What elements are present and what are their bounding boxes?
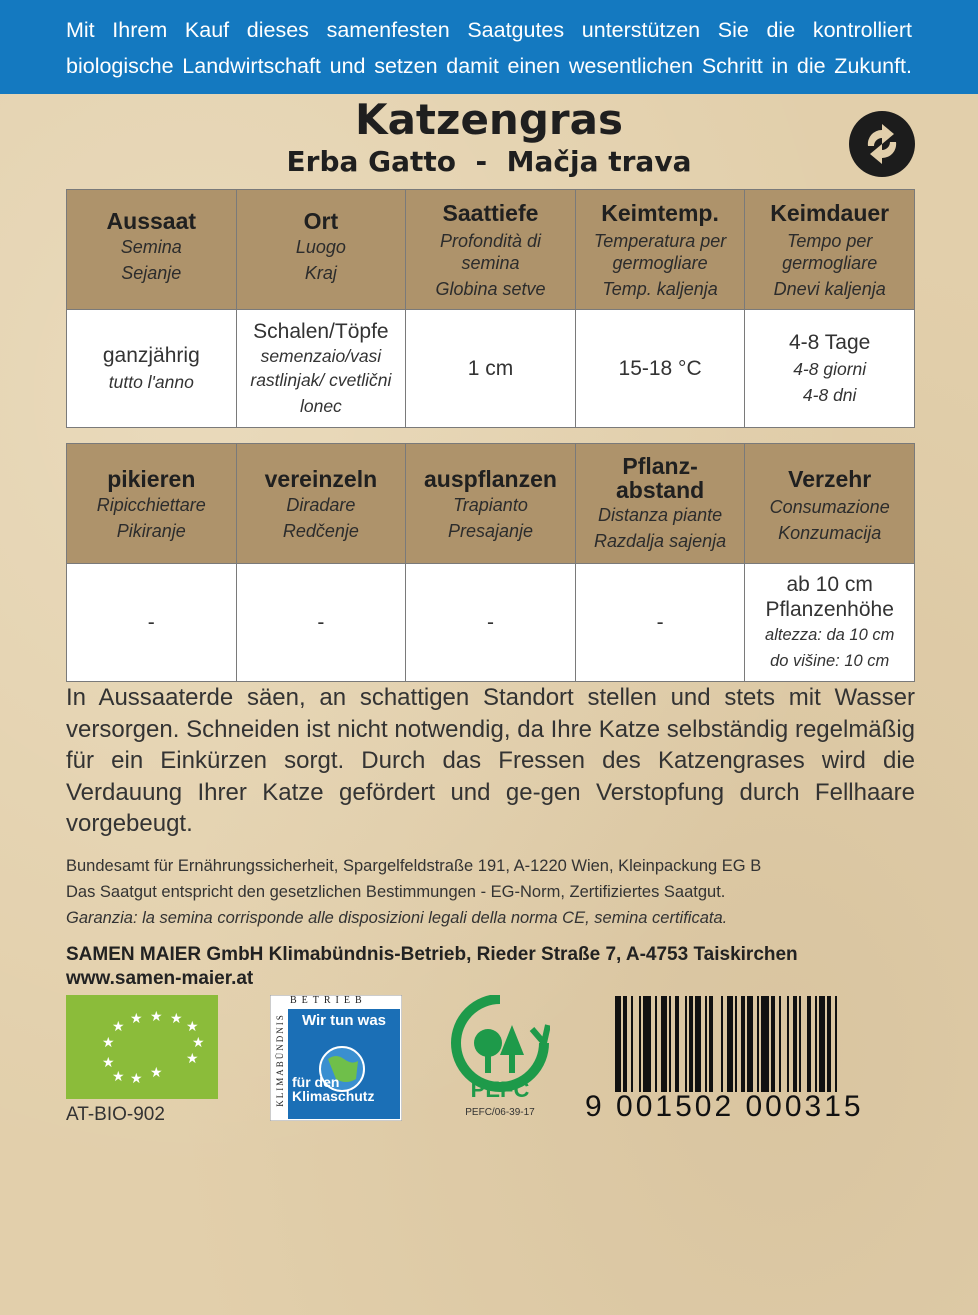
- header-sub-sl: Temp. kaljenja: [602, 279, 718, 299]
- header-cell-pikieren: [67, 444, 237, 564]
- value-main: -: [317, 610, 325, 634]
- header-sub-it: Trapianto: [453, 495, 528, 515]
- header-main: Ort: [303, 208, 339, 234]
- pefc-label: PEFC: [470, 1077, 530, 1102]
- barcode-bar: [709, 996, 713, 1092]
- header-sub-sl: Kraj: [304, 263, 337, 283]
- header-cell-keimdauer: [745, 190, 915, 310]
- barcode-bar: [639, 996, 641, 1092]
- barcode-bar: [735, 996, 737, 1092]
- header-cell-verzehr: [745, 444, 915, 564]
- svg-text:★: ★: [170, 1011, 183, 1027]
- header-sub-it: Semina: [120, 237, 182, 257]
- growing-instructions: In Aussaaterde säen, an schattigen Standort stellen und stets mit Wasser versorgen. Schneiden ist nicht notwendig, da Ihre Katze selbständig regelmäßig für ein Einkürzen sorgt. Durch das Fressen des Katzengrases wird die Verdauung Ihrer Katze gefördert und ge-gen Verstopfung durch Fellhaare vorgebeugt.: [66, 684, 915, 837]
- header-sub-sl: Sejanje: [121, 263, 182, 283]
- value-main: ganzjährig: [102, 343, 200, 367]
- barcode-bar: [669, 996, 671, 1092]
- sowing-table-value-row: [67, 310, 915, 428]
- svg-text:★: ★: [150, 1065, 163, 1081]
- value-main: -: [486, 610, 494, 634]
- header-sub-sl: Presajanje: [447, 521, 534, 541]
- company-website: www.samen-maier.at: [66, 968, 254, 989]
- value-cell-pikieren: [67, 564, 237, 682]
- header-sub-it: Distanza piante: [598, 505, 723, 525]
- title-block: [0, 96, 978, 180]
- pefc-logo: [450, 995, 550, 1125]
- sowing-table: [66, 189, 915, 428]
- header-sub-sl: Redčenje: [282, 521, 359, 541]
- value-main: 4-8 Tage: [789, 330, 871, 354]
- eu-organic-code: AT-BIO-902: [66, 1104, 165, 1125]
- svg-text:★: ★: [186, 1019, 199, 1035]
- header-cell-pflanzabstand: [575, 444, 745, 564]
- barcode-bar: [631, 996, 633, 1092]
- svg-text:★: ★: [112, 1069, 125, 1085]
- header-sub-it: Ripicchiettare: [96, 495, 206, 515]
- legal-line-authority: Bundesamt für Ernährungssicherheit, Spargelfeldstraße 191, A-1220 Wien, Kleinpackung EG B: [66, 857, 762, 875]
- value-main: -: [147, 610, 155, 634]
- barcode-bar: [615, 996, 621, 1092]
- barcode-bar: [761, 996, 769, 1092]
- svg-text:★: ★: [186, 1051, 199, 1067]
- header-sub-sl: Dnevi kaljenja: [773, 279, 886, 299]
- company-info: [66, 943, 915, 991]
- barcode-bar: [835, 996, 837, 1092]
- header-main: Saattiefe: [442, 200, 539, 226]
- product-subtitle: Erba Gatto - Mačja trava: [286, 145, 692, 178]
- barcode-digits: 9 001502 000315: [585, 1090, 864, 1123]
- green-dot-recycle-icon: [848, 110, 916, 178]
- care-table: [66, 443, 915, 682]
- header-main: Pflanz-abstand: [615, 453, 705, 503]
- header-sub-it: Consumazione: [769, 497, 890, 517]
- company-address: SAMEN MAIER GmbH Klimabündnis-Betrieb, Rieder Straße 7, A-4753 Taiskirchen: [66, 944, 798, 965]
- value-cell-saattiefe: [406, 310, 576, 428]
- barcode-bar: [757, 996, 759, 1092]
- ean-barcode: [585, 994, 915, 1124]
- value-sub-sl: 4-8 dni: [802, 384, 857, 405]
- header-sub-it: Luogo: [295, 237, 346, 257]
- header-sub-sl: Konzumacija: [778, 523, 882, 543]
- header-main: pikieren: [107, 466, 196, 492]
- value-cell-pflanzabstand: [575, 564, 745, 682]
- barcode-bar: [705, 996, 707, 1092]
- klima-slogan-2: für den Klimaschutz: [292, 1074, 375, 1104]
- svg-text:★: ★: [112, 1019, 125, 1035]
- value-cell-verzehr: [745, 564, 915, 682]
- barcode-bar: [779, 996, 781, 1092]
- barcode-bar: [655, 996, 657, 1092]
- barcode-bar: [675, 996, 679, 1092]
- header-cell-ort: [236, 190, 406, 310]
- value-sub-it: 4-8 giorni: [793, 358, 867, 379]
- value-sub-it: tutto l'anno: [108, 371, 194, 392]
- barcode-bar: [685, 996, 687, 1092]
- value-cell-ort: [236, 310, 406, 428]
- header-sub-it: Diradare: [286, 495, 356, 515]
- header-sub-it: Tempo per germogliare: [782, 231, 878, 273]
- svg-text:★: ★: [130, 1011, 143, 1027]
- header-sub-it: Profondità di semina: [439, 231, 542, 273]
- barcode-bar: [623, 996, 627, 1092]
- barcode-bar: [747, 996, 753, 1092]
- value-sub-sl: rastlinjak/ cvetlični lonec: [250, 369, 392, 416]
- svg-text:★: ★: [102, 1035, 115, 1051]
- organic-banner: [0, 0, 978, 94]
- klima-top-label: BETRIEB: [290, 995, 367, 1006]
- header-main: Keimdauer: [770, 200, 890, 226]
- header-main: Keimtemp.: [601, 200, 719, 226]
- value-main: -: [656, 610, 664, 634]
- eu-organic-leaf-logo: [66, 995, 218, 1099]
- barcode-bar: [741, 996, 745, 1092]
- value-cell-keimtemp: [575, 310, 745, 428]
- value-cell-keimdauer: [745, 310, 915, 428]
- legal-line-standard: Das Saatgut entspricht den gesetzlichen Bestimmungen - EG-Norm, Zertifiziertes Saatgut.: [66, 883, 726, 901]
- value-main: 1 cm: [467, 356, 514, 380]
- barcode-bar: [807, 996, 811, 1092]
- care-table-value-row: [67, 564, 915, 682]
- barcode-bar: [695, 996, 701, 1092]
- barcode-bar: [799, 996, 801, 1092]
- klima-side-label: KLIMABÜNDNIS: [275, 1013, 285, 1107]
- header-main: auspflanzen: [424, 466, 557, 492]
- barcode-bars-icon: [585, 994, 915, 1094]
- header-main: Verzehr: [788, 466, 872, 492]
- header-cell-saattiefe: [406, 190, 576, 310]
- svg-text:★: ★: [130, 1071, 143, 1087]
- product-title: Katzengras: [355, 95, 623, 144]
- barcode-bar: [689, 996, 693, 1092]
- value-cell-auspflanzen: [406, 564, 576, 682]
- barcode-bar: [727, 996, 733, 1092]
- header-sub-sl: Globina setve: [435, 279, 546, 299]
- barcode-bar: [721, 996, 723, 1092]
- barcode-bar: [819, 996, 825, 1092]
- barcode-bar: [643, 996, 651, 1092]
- value-sub-it: semenzaio/vasi: [260, 345, 382, 366]
- barcode-bar: [815, 996, 817, 1092]
- eu-organic-leaf-icon: [66, 995, 218, 1099]
- header-main: vereinzeln: [264, 466, 378, 492]
- header-cell-vereinzeln: [236, 444, 406, 564]
- value-sub-sl: do višine: 10 cm: [770, 651, 890, 670]
- value-cell-vereinzeln: [236, 564, 406, 682]
- barcode-bar: [827, 996, 831, 1092]
- barcode-bar: [771, 996, 775, 1092]
- barcode-bar: [661, 996, 667, 1092]
- value-main: 15-18 °C: [618, 356, 702, 380]
- barcode-bar: [787, 996, 789, 1092]
- value-main: Schalen/Töpfe: [253, 319, 389, 343]
- header-cell-aussaat: [67, 190, 237, 310]
- klimabuendnis-logo: [270, 995, 402, 1121]
- care-table-header-row: [67, 444, 915, 564]
- barcode-bar: [793, 996, 797, 1092]
- value-cell-aussaat: [67, 310, 237, 428]
- svg-text:★: ★: [150, 1009, 163, 1025]
- sowing-table-header-row: [67, 190, 915, 310]
- header-sub-sl: Pikiranje: [116, 521, 186, 541]
- value-sub-it: altezza: da 10 cm: [765, 625, 895, 644]
- header-main: Aussaat: [106, 208, 197, 234]
- header-cell-auspflanzen: [406, 444, 576, 564]
- header-sub-it: Temperatura per germogliare: [593, 231, 727, 273]
- svg-text:★: ★: [102, 1055, 115, 1071]
- header-cell-keimtemp: [575, 190, 745, 310]
- klima-slogan-1: Wir tun was: [301, 1012, 387, 1029]
- value-main: ab 10 cm Pflanzenhöhe: [765, 572, 894, 621]
- header-sub-sl: Razdalja sajenja: [594, 531, 727, 551]
- svg-text:★: ★: [192, 1035, 205, 1051]
- legal-line-guarantee: Garanzia: la semina corrisponde alle disposizioni legali della norma CE, semina certificata.: [66, 909, 728, 927]
- banner-text: Mit Ihrem Kauf dieses samenfesten Saatgutes unterstützen Sie die kontrolliert biologische Landwirtschaft und setzen damit einen wesentlichen Schritt in die Zukunft.: [66, 18, 912, 78]
- legal-info: [66, 853, 915, 931]
- pefc-code: PEFC/06-39-17: [465, 1107, 535, 1118]
